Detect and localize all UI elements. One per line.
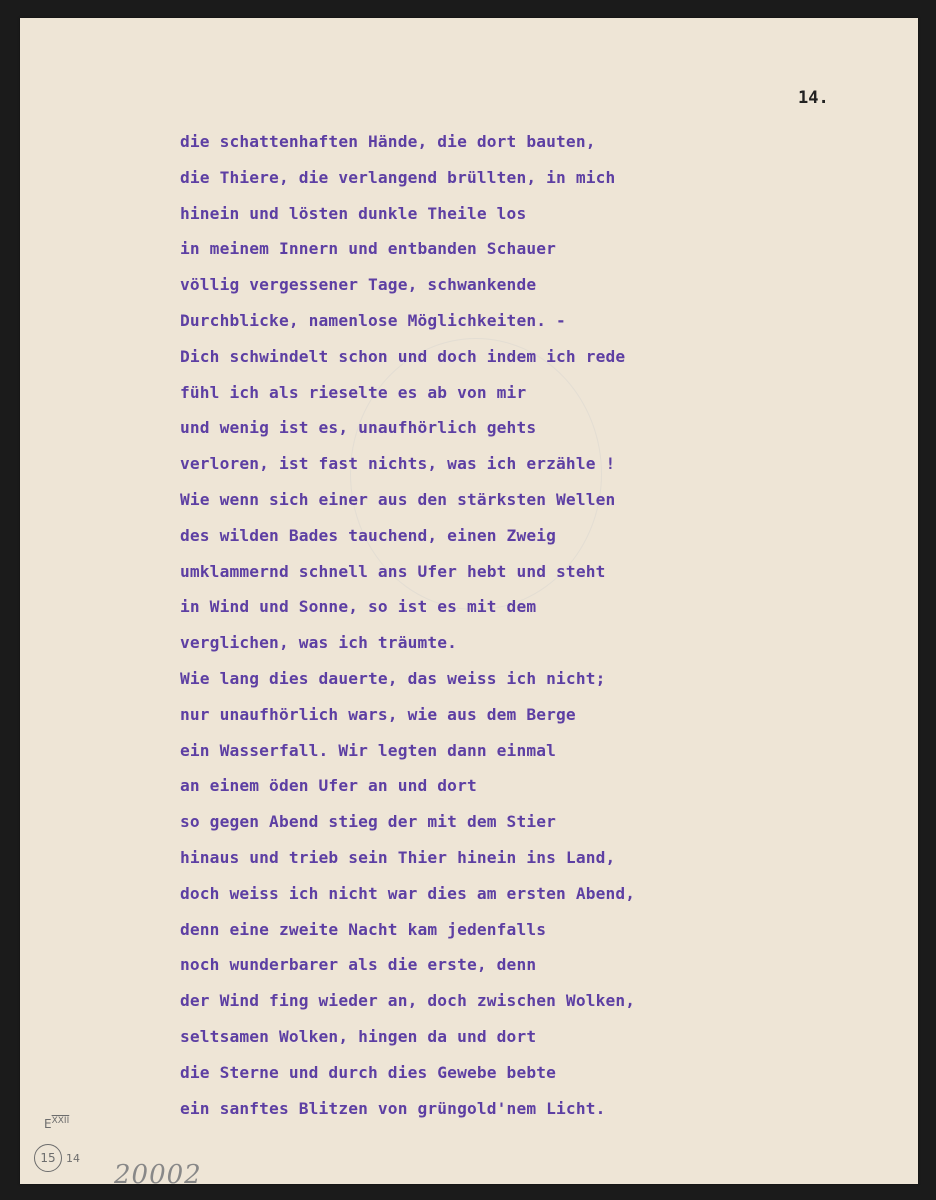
text-line: die Sterne und durch dies Gewebe bebte [180,1062,557,1082]
text-line: ein Wasserfall. Wir legten dann einmal [180,740,557,760]
text-line: die Thiere, die verlangend brüllten, in mich [180,167,616,187]
text-line: ein sanftes Blitzen von grüngold'nem Licht. [180,1098,606,1118]
text-line: doch weiss ich nicht war dies am ersten Abend, [180,883,636,903]
text-line: der Wind fing wieder an, doch zwischen Wolken, [180,991,636,1011]
text-line: so gegen Abend stieg der mit dem Stier [180,812,557,832]
text-line: denn eine zweite Nacht kam jedenfalls [180,919,547,939]
circled-folio-number: 15 [34,1144,62,1172]
text-line: Dich schwindelt schon und doch indem ich rede [180,346,626,366]
page-number: 14. [798,88,829,108]
text-line: Wie lang dies dauerte, das weiss ich nicht; [180,668,606,688]
text-line: des wilden Bades tauchend, einen Zweig [180,525,557,545]
text-line: nur unaufhörlich wars, wie aus dem Berge [180,704,576,724]
text-line: verglichen, was ich träumte. [180,633,458,653]
text-line: völlig vergessener Tage, schwankende [180,275,537,295]
text-line: verloren, ist fast nichts, was ich erzähle ! [180,454,616,474]
text-line: noch wunderbarer als die erste, denn [180,955,537,975]
text-line: seltsamen Wolken, hingen da und dort [180,1026,537,1046]
archive-signature-roman: XXII [51,1116,70,1126]
text-line: in meinem Innern und entbanden Schauer [180,239,557,259]
text-line: fühl ich als rieselte es ab von mir [180,382,527,402]
text-line: an einem öden Ufer an und dort [180,776,477,796]
text-line: in Wind und Sonne, so ist es mit dem [180,597,537,617]
archive-signature-letter: E [44,1117,52,1131]
text-line: umklammernd schnell ans Ufer hebt und steht [180,561,606,581]
text-line: die schattenhaften Hände, die dort bauten, [180,132,596,151]
typed-poem-text [180,124,635,1126]
text-line: und wenig ist es, unaufhörlich gehts [180,418,537,438]
inventory-number: 20002 [114,1160,202,1190]
folio-page-reference: 14 [66,1152,80,1165]
text-line: Durchblicke, namenlose Möglichkeiten. - [180,310,566,330]
text-line: Wie wenn sich einer aus den stärksten Wellen [180,489,616,509]
archive-signature-mark [44,1116,69,1131]
text-line: hinein und lösten dunkle Theile los [180,203,527,223]
text-line: hinaus und trieb sein Thier hinein ins Land, [180,847,616,867]
document-page [20,18,918,1190]
